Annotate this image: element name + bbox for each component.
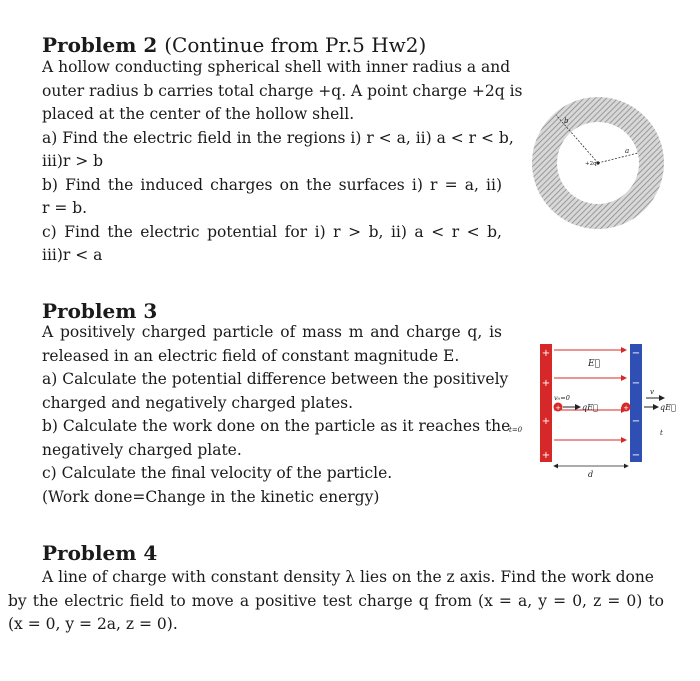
label-field: E⃗ [588, 359, 600, 369]
plus-sign: + [541, 378, 551, 389]
label-b: b [564, 117, 569, 125]
problem-2-line: iii)r > b [42, 152, 104, 170]
label-t0: t=0 [509, 426, 523, 434]
negative-plate [630, 344, 642, 462]
svg-text:+: + [555, 404, 561, 412]
positive-plate [540, 344, 552, 462]
plus-sign: + [541, 416, 551, 427]
minus-sign: − [631, 378, 641, 389]
label-velocity: v [650, 388, 654, 396]
problem-2 [42, 33, 523, 268]
problem-4-title: Problem 4 [42, 541, 158, 565]
problem-3-title: Problem 3 [42, 299, 158, 323]
problem-2-line: iii)r < a [42, 246, 103, 264]
plus-sign: + [541, 450, 551, 461]
problem-3-line: A positively charged particle of mass m and charge q, is [42, 323, 502, 341]
problem-2-line: placed at the center of the hollow shell. [42, 105, 355, 123]
problem-2-line: a) Find the electric field in the regions i) r < a, ii) a < r < b, [42, 128, 514, 147]
svg-text:+: + [623, 404, 629, 412]
problem-3-line: released in an electric field of constant magnitude E. [42, 346, 460, 365]
minus-sign: − [631, 348, 641, 359]
plus-sign: + [541, 348, 551, 359]
parallel-plates-figure [508, 340, 688, 484]
problem-2-title: Problem 2 [42, 33, 158, 57]
label-a: a [625, 147, 630, 155]
problem-2-line: outer radius b carries total charge +q. A point charge +2q is [42, 81, 523, 100]
problem-3-line: b) Calculate the work done on the particle as it reaches the [42, 417, 511, 435]
center-charge [596, 161, 599, 164]
problem-2-line: r = b. [42, 199, 88, 217]
problem-2-line: c) Find the electric potential for i) r > b, ii) a < r < b, [42, 222, 502, 241]
problem-2-heading [42, 34, 502, 56]
problem-3-line: charged and negatively charged plates. [42, 393, 354, 412]
problem-3 [42, 299, 511, 509]
label-force-end: qE⃗ [660, 403, 676, 412]
minus-sign: − [631, 450, 641, 461]
problem-4-line: A line of charge with constant density λ lies on the z axis. Find the work done [42, 568, 654, 586]
problem-4-line: (x = 0, y = 2a, z = 0). [8, 615, 178, 633]
problem-2-line: A hollow conducting spherical shell with inner radius a and [42, 58, 511, 76]
problem-3-line: (Work done=Change in the kinetic energy) [42, 487, 380, 506]
minus-sign: − [631, 416, 641, 427]
problem-3-line: c) Calculate the final velocity of the particle. [42, 464, 393, 482]
problem-4 [8, 566, 664, 637]
label-center-charge: +2q [585, 161, 597, 167]
spherical-shell-figure [530, 95, 666, 235]
problem-4-line: by the electric field to move a positive test charge q from (x = a, y = 0, z = 0) to [8, 591, 664, 610]
problem-2-line: b) Find the induced charges on the surfaces i) r = a, ii) [42, 175, 502, 194]
problem-3-line: a) Calculate the potential difference between the positively [42, 370, 509, 388]
label-distance: d [588, 470, 594, 479]
label-v0: v₀=0 [554, 394, 570, 402]
problem-2-subtitle: (Continue from Pr.5 Hw2) [164, 33, 427, 57]
label-t: t [660, 429, 663, 437]
label-force-start: qE⃗ [582, 403, 598, 412]
problem-3-line: negatively charged plate. [42, 440, 242, 459]
